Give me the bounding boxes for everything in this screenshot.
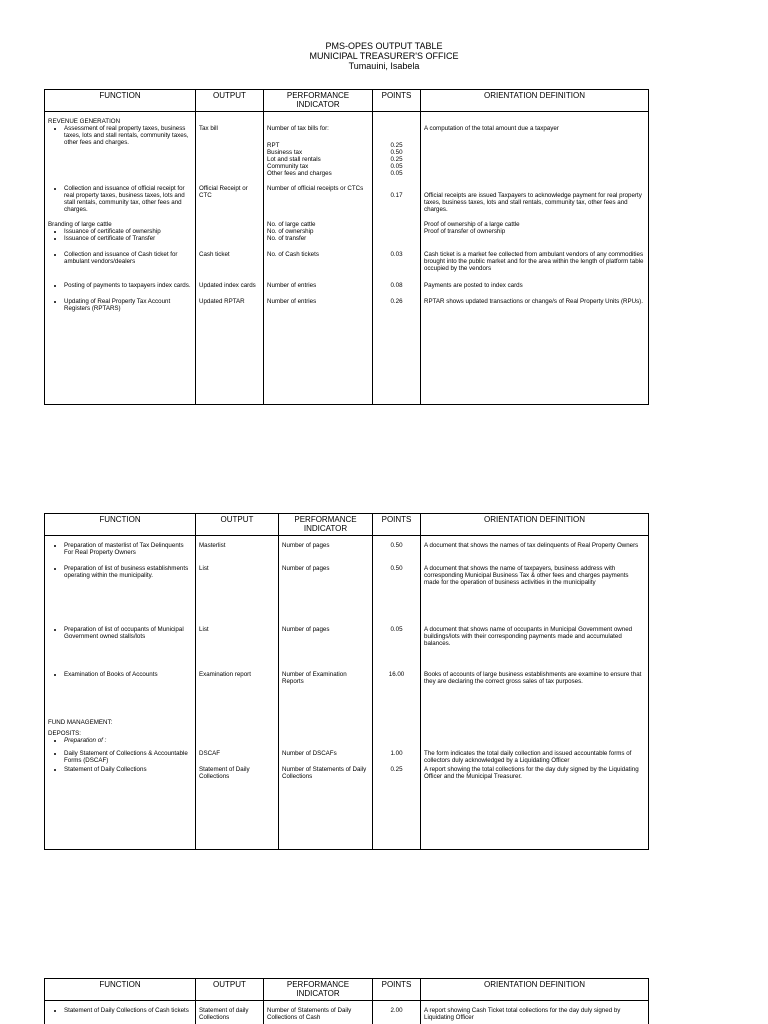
definition-cell: Official receipts are issued Taxpayers to acknowledge payment for real property taxes, business taxes, lots and stall rentals, community tax, other fees and charges. [421,177,649,213]
function-item: • Posting of payments to taxpayers index cards. [64,282,192,289]
points-cell: 0.26 [373,289,421,405]
points-value: 0.25 [390,142,403,149]
section-label: REVENUE GENERATION [48,118,121,125]
points-cell: 1.00 [373,744,421,764]
col-function: FUNCTION [45,514,196,536]
points-value: 0.05 [390,170,403,177]
indicator-cell: Number of pages [279,556,373,618]
definition-cell: Payments are posted to index cards [421,272,649,289]
indicator-cell [264,213,373,242]
col-points: POINTS [373,979,421,1001]
function-cell [45,764,196,850]
col-output: OUTPUT [196,514,279,536]
definition-cell: Books of accounts of large business establishments are examine to ensure that they are declaring the correct gross sales of tax purposes. [421,663,649,711]
definition-cell: A report showing Cash Ticket total collections for the day duly signed by Liquidating Officer [421,1001,649,1024]
points-value: 0.50 [390,149,403,156]
output-table-2 [44,513,649,850]
points-cell: 2.00 [373,1001,421,1024]
function-item: • Assessment of real property taxes, business taxes, lots and stall rentals, community taxes, other fees and charges. [64,125,192,146]
points-value: 0.05 [390,163,403,170]
function-item: • Updating of Real Property Tax Account Registers (RPTARS) [64,298,192,312]
output-cell: Statement of daily Collections [196,1001,264,1024]
indicator-cell: Number of Examination Reports [279,663,373,711]
definition-text: Proof of ownership of a large cattle [424,221,520,228]
points-cell [373,112,421,178]
points-cell: 0.50 [373,536,421,557]
function-item: • Preparation of list of business establishments operating within the municipality. [64,565,192,579]
indicator-cell: Number of pages [279,536,373,557]
function-cell [45,536,196,557]
function-cell [45,112,196,178]
points-cell: 0.50 [373,556,421,618]
indicator-cell: Number of Statements of Daily Collections [279,764,373,850]
indicator-cell: Number of entries [264,272,373,289]
definition-cell [421,213,649,242]
indicator-text: Number of tax bills for: [267,125,329,132]
function-item: • Statement of Daily Collections of Cash tickets [64,1007,192,1014]
definition-cell: A report showing the total collections for the day duly signed by the Liquidating Officer and the Municipal Treasurer. [421,764,649,850]
header-office: MUNICIPAL TREASURER'S OFFICE [309,51,459,61]
output-table-1 [44,89,649,405]
col-points: POINTS [373,514,421,536]
function-cell [45,618,196,663]
definition-cell: The form indicates the total daily collection and issued accountable forms of collectors duly acknowledged by a Liquidating Officer [421,744,649,764]
output-cell: Masterlist [196,536,279,557]
document-header [0,41,768,71]
points-cell: 16.00 [373,663,421,711]
definition-cell: A computation of the total amount due a taxpayer [421,112,649,178]
function-item: • Examination of Books of Accounts [64,671,192,678]
function-item: • Collection and issuance of official receipt for real property taxes, business taxes, lots and stall rentals, community tax, other fees and charges. [64,185,192,213]
function-item: • Statement of Daily Collections [64,766,192,773]
indicator-item: RPT [267,142,280,149]
function-cell [45,711,196,744]
col-definition: ORIENTATION DEFINITION [421,514,649,536]
function-item: • Collection and issuance of Cash ticket for ambulant vendors/dealers [64,251,192,265]
subsection-label: DEPOSITS: [48,730,82,737]
output-cell: Official Receipt or CTC [196,177,264,213]
definition-cell: Cash ticket is a market fee collected from ambulant vendors of any commodities brought into the public market and for the area within the length of platform table occupied by the vendors [421,242,649,272]
col-output: OUTPUT [196,90,264,112]
definition-cell: RPTAR shows updated transactions or change/s of Real Property Units (RPUs). [421,289,649,405]
col-definition: ORIENTATION DEFINITION [421,90,649,112]
indicator-cell: Number of entries [264,289,373,405]
function-item: • Preparation of masterlist of Tax Delinquents For Real Property Owners [64,542,192,556]
col-indicator: PERFORMANCE INDICATOR [264,90,373,112]
points-cell: 0.08 [373,272,421,289]
output-table-3 [44,978,649,1024]
function-cell [45,242,196,272]
section-label: FUND MANAGEMENT: [48,719,113,726]
output-cell: DSCAF [196,744,279,764]
function-item: • Issuance of certificate of ownership [64,228,192,235]
definition-cell: A document that shows the name of taxpayers, business address with corresponding Municipal Business Tax & other fees and charges payments made for the operation of business activities in the municipality [421,556,649,618]
definition-cell: A document that shows the names of tax delinquents of Real Property Owners [421,536,649,557]
function-cell [45,1001,196,1024]
output-cell: Examination report [196,663,279,711]
output-cell: Updated RPTAR [196,289,264,405]
indicator-cell: Number of official receipts or CTCs [264,177,373,213]
header-location: Tumauini, Isabela [348,61,420,71]
subsection-label: Branding of large cattle [48,221,112,228]
output-table-3-viewport [0,978,768,1024]
col-output: OUTPUT [196,979,264,1001]
definition-cell: A document that shows name of occupants in Municipal Government owned buildings/lots with their corresponding payments made and accumulated balances. [421,618,649,663]
col-definition: ORIENTATION DEFINITION [421,979,649,1001]
points-cell: 0.25 [373,764,421,850]
indicator-text: No. of large cattle [267,221,316,228]
function-cell [45,744,196,764]
indicator-cell: Number of Statements of Daily Collections of Cash [264,1001,373,1024]
indicator-cell [264,112,373,178]
points-cell: 0.03 [373,242,421,272]
definition-text: Proof of transfer of ownership [424,228,506,235]
function-cell [45,272,196,289]
function-item: • Preparation of list of occupants of Municipal Government owned stalls/lots [64,626,192,640]
col-indicator: PERFORMANCE INDICATOR [279,514,373,536]
col-function: FUNCTION [45,90,196,112]
points-cell: 0.05 [373,618,421,663]
header-title: PMS-OPES OUTPUT TABLE [325,41,443,51]
indicator-text: No. of ownership [267,228,314,235]
function-cell [45,177,196,213]
indicator-cell: Number of DSCAFs [279,744,373,764]
indicator-item: Business tax [267,149,303,156]
points-value: 0.25 [390,156,403,163]
indicator-cell: No. of Cash tickets [264,242,373,272]
output-cell: List [196,556,279,618]
points-cell: 0.17 [373,177,421,213]
output-cell: Statement of Daily Collections [196,764,279,850]
indicator-cell: Number of pages [279,618,373,663]
function-cell [45,213,196,242]
output-cell: Cash ticket [196,242,264,272]
output-cell: List [196,618,279,663]
indicator-item: Lot and stall rentals [267,156,321,163]
output-cell: Tax bill [196,112,264,178]
output-cell: Updated index cards [196,272,264,289]
function-cell [45,663,196,711]
col-function: FUNCTION [45,979,196,1001]
indicator-item: Community tax [267,163,309,170]
col-indicator: PERFORMANCE INDICATOR [264,979,373,1001]
function-cell [45,289,196,405]
indicator-text: No. of transfer [267,235,307,242]
col-points: POINTS [373,90,421,112]
function-item: • Daily Statement of Collections & Accountable Forms (DSCAF) [64,750,192,764]
function-cell [45,556,196,618]
indicator-item: Other fees and charges [267,170,332,177]
function-item: • Preparation of : [64,737,192,744]
function-item: • Issuance of certificate of Transfer [64,235,192,242]
